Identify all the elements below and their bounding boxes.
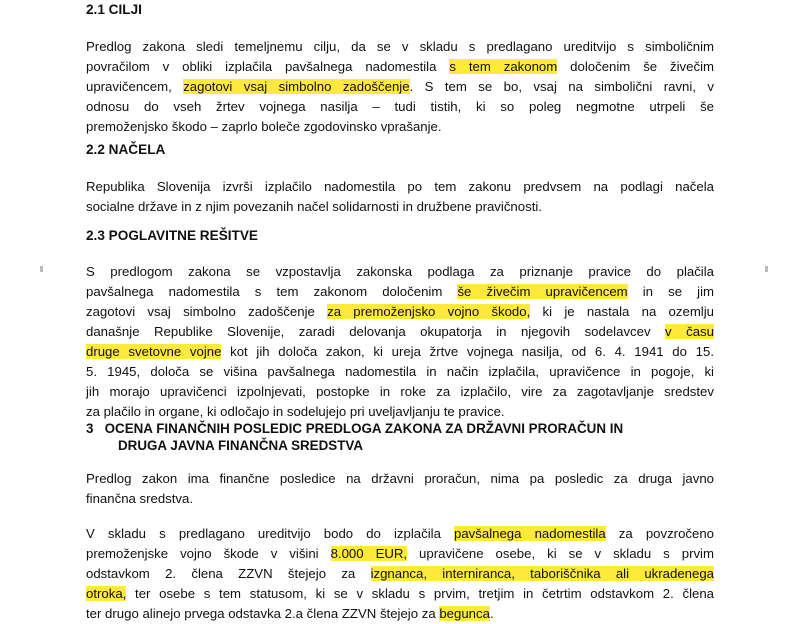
text-line: S predlogom zakona se vzpostavlja zakonska podlaga za priznanje pravice do plačila xyxy=(86,264,714,279)
highlight: še živečim upravičencem xyxy=(457,284,628,299)
highlight: za premoženjsko vojno škodo, xyxy=(327,304,531,319)
text-line: odstavkom 2. člena ZZVN štejejo za izgnanca, interniranca, taboriščnika ali ukradenega xyxy=(86,566,714,581)
paragraph-cilji xyxy=(86,37,714,137)
section-heading-2-1: 2.1 CILJI xyxy=(86,2,142,17)
text-line: za plačilo in organe, ki odločajo in sodelujejo pri uveljavljanju te pravice. xyxy=(86,404,505,419)
text-line: 5. 1945, določa se višina pavšalnega nadomestila in način izplačila, upravičence in pogoje, ki xyxy=(86,364,714,379)
margin-mark xyxy=(765,266,768,272)
text-line: druge svetovne vojne kot jih določa zakon, ki ureja žrtve vojnega nasilja, od 6. 4. 1941 do 15. xyxy=(86,344,714,359)
text-line: odnosu do vseh žrtev vojnega nasilja – tudi tistih, ki so poleg negmotne utrpeli še xyxy=(86,99,714,114)
highlight: otroka, xyxy=(86,586,127,601)
text-line: premoženjsko škodo – zaprlo boleče zgodovinsko vprašanje. xyxy=(86,119,442,134)
highlight: 8.000 EUR, xyxy=(330,546,408,561)
text-line: upravičencem, zagotovi vsaj simbolno zadoščenje. S tem se bo, vsaj na simbolični ravni, v xyxy=(86,79,714,94)
section-heading-2-3: 2.3 POGLAVITNE REŠITVE xyxy=(86,228,258,243)
paragraph-financne-posledice xyxy=(86,469,714,509)
text-line: socialne države in z njim povezanih načel solidarnosti in družbene pravičnosti. xyxy=(86,199,542,214)
paragraph-izplacilo xyxy=(86,524,714,624)
highlight: druge svetovne vojne xyxy=(86,344,222,359)
text-line: ter drugo alinejo prvega odstavka 2.a člena ZZVN štejejo za begunca. xyxy=(86,606,494,621)
highlight: begunca xyxy=(439,606,490,621)
text-line: povračilom v obliki izplačila pavšalnega nadomestila s tem zakonom določenim še živečim xyxy=(86,59,714,74)
text-line: pavšalnega nadomestila s tem zakonom določenim še živečim upravičencem in se jim xyxy=(86,284,715,299)
text-line: zagotovi vsaj simbolno zadoščenje za premoženjsko vojno škodo, ki je nastala na ozemlju xyxy=(86,304,714,319)
highlight: zagotovi vsaj simbolno zadoščenje xyxy=(183,79,410,94)
text-line: jih morajo upravičenci izpolnjevati, postopke in roke za izplačilo, vire za zagotavljanje sredstev xyxy=(86,384,714,399)
text-line: otroka, ter osebe s tem statusom, ki se v skladu s prvim, tretjim in četrtim odstavkom 2. člena xyxy=(86,586,714,601)
text-line: premoženjske vojno škode v višini 8.000 EUR, upravičene osebe, ki se v skladu s prvim xyxy=(86,546,714,561)
text-line: Republika Slovenija izvrši izplačilo nadomestila po tem zakonu predvsem na podlagi načela xyxy=(86,179,714,194)
heading-line: DRUGA JAVNA FINANČNA SREDSTVA xyxy=(118,438,364,453)
paragraph-nacela xyxy=(86,177,714,217)
margin-mark xyxy=(40,266,43,272)
highlight: pavšalnega nadomestila xyxy=(454,526,606,541)
text-line: Predlog zakona sledi temeljnemu cilju, da se v skladu s predlagano ureditvijo s simboličnim xyxy=(86,39,714,54)
highlight: izgnanca, interniranca, taboriščnika ali ukradenega xyxy=(370,566,714,581)
section-heading-3 xyxy=(86,420,726,454)
highlight: s tem zakonom xyxy=(449,59,558,74)
text-line: današnje Republike Slovenije, zaradi delovanja okupatorja in njegovih sodelavcev v času xyxy=(86,324,714,339)
section-heading-2-2: 2.2 NAČELA xyxy=(86,142,166,157)
heading-line: 3 OCENA FINANČNIH POSLEDIC PREDLOGA ZAKONA ZA DRŽAVNI PRORAČUN IN xyxy=(86,421,624,436)
text-line: finančna sredstva. xyxy=(86,491,194,506)
text-line: V skladu s predlagano ureditvijo bodo do izplačila pavšalnega nadomestila za povzročeno xyxy=(86,526,714,541)
paragraph-poglavitne-resitve xyxy=(86,262,714,422)
text-line: Predlog zakon ima finančne posledice na državni proračun, nima pa posledic za druga javno xyxy=(86,471,714,486)
highlight: v času xyxy=(665,324,714,339)
